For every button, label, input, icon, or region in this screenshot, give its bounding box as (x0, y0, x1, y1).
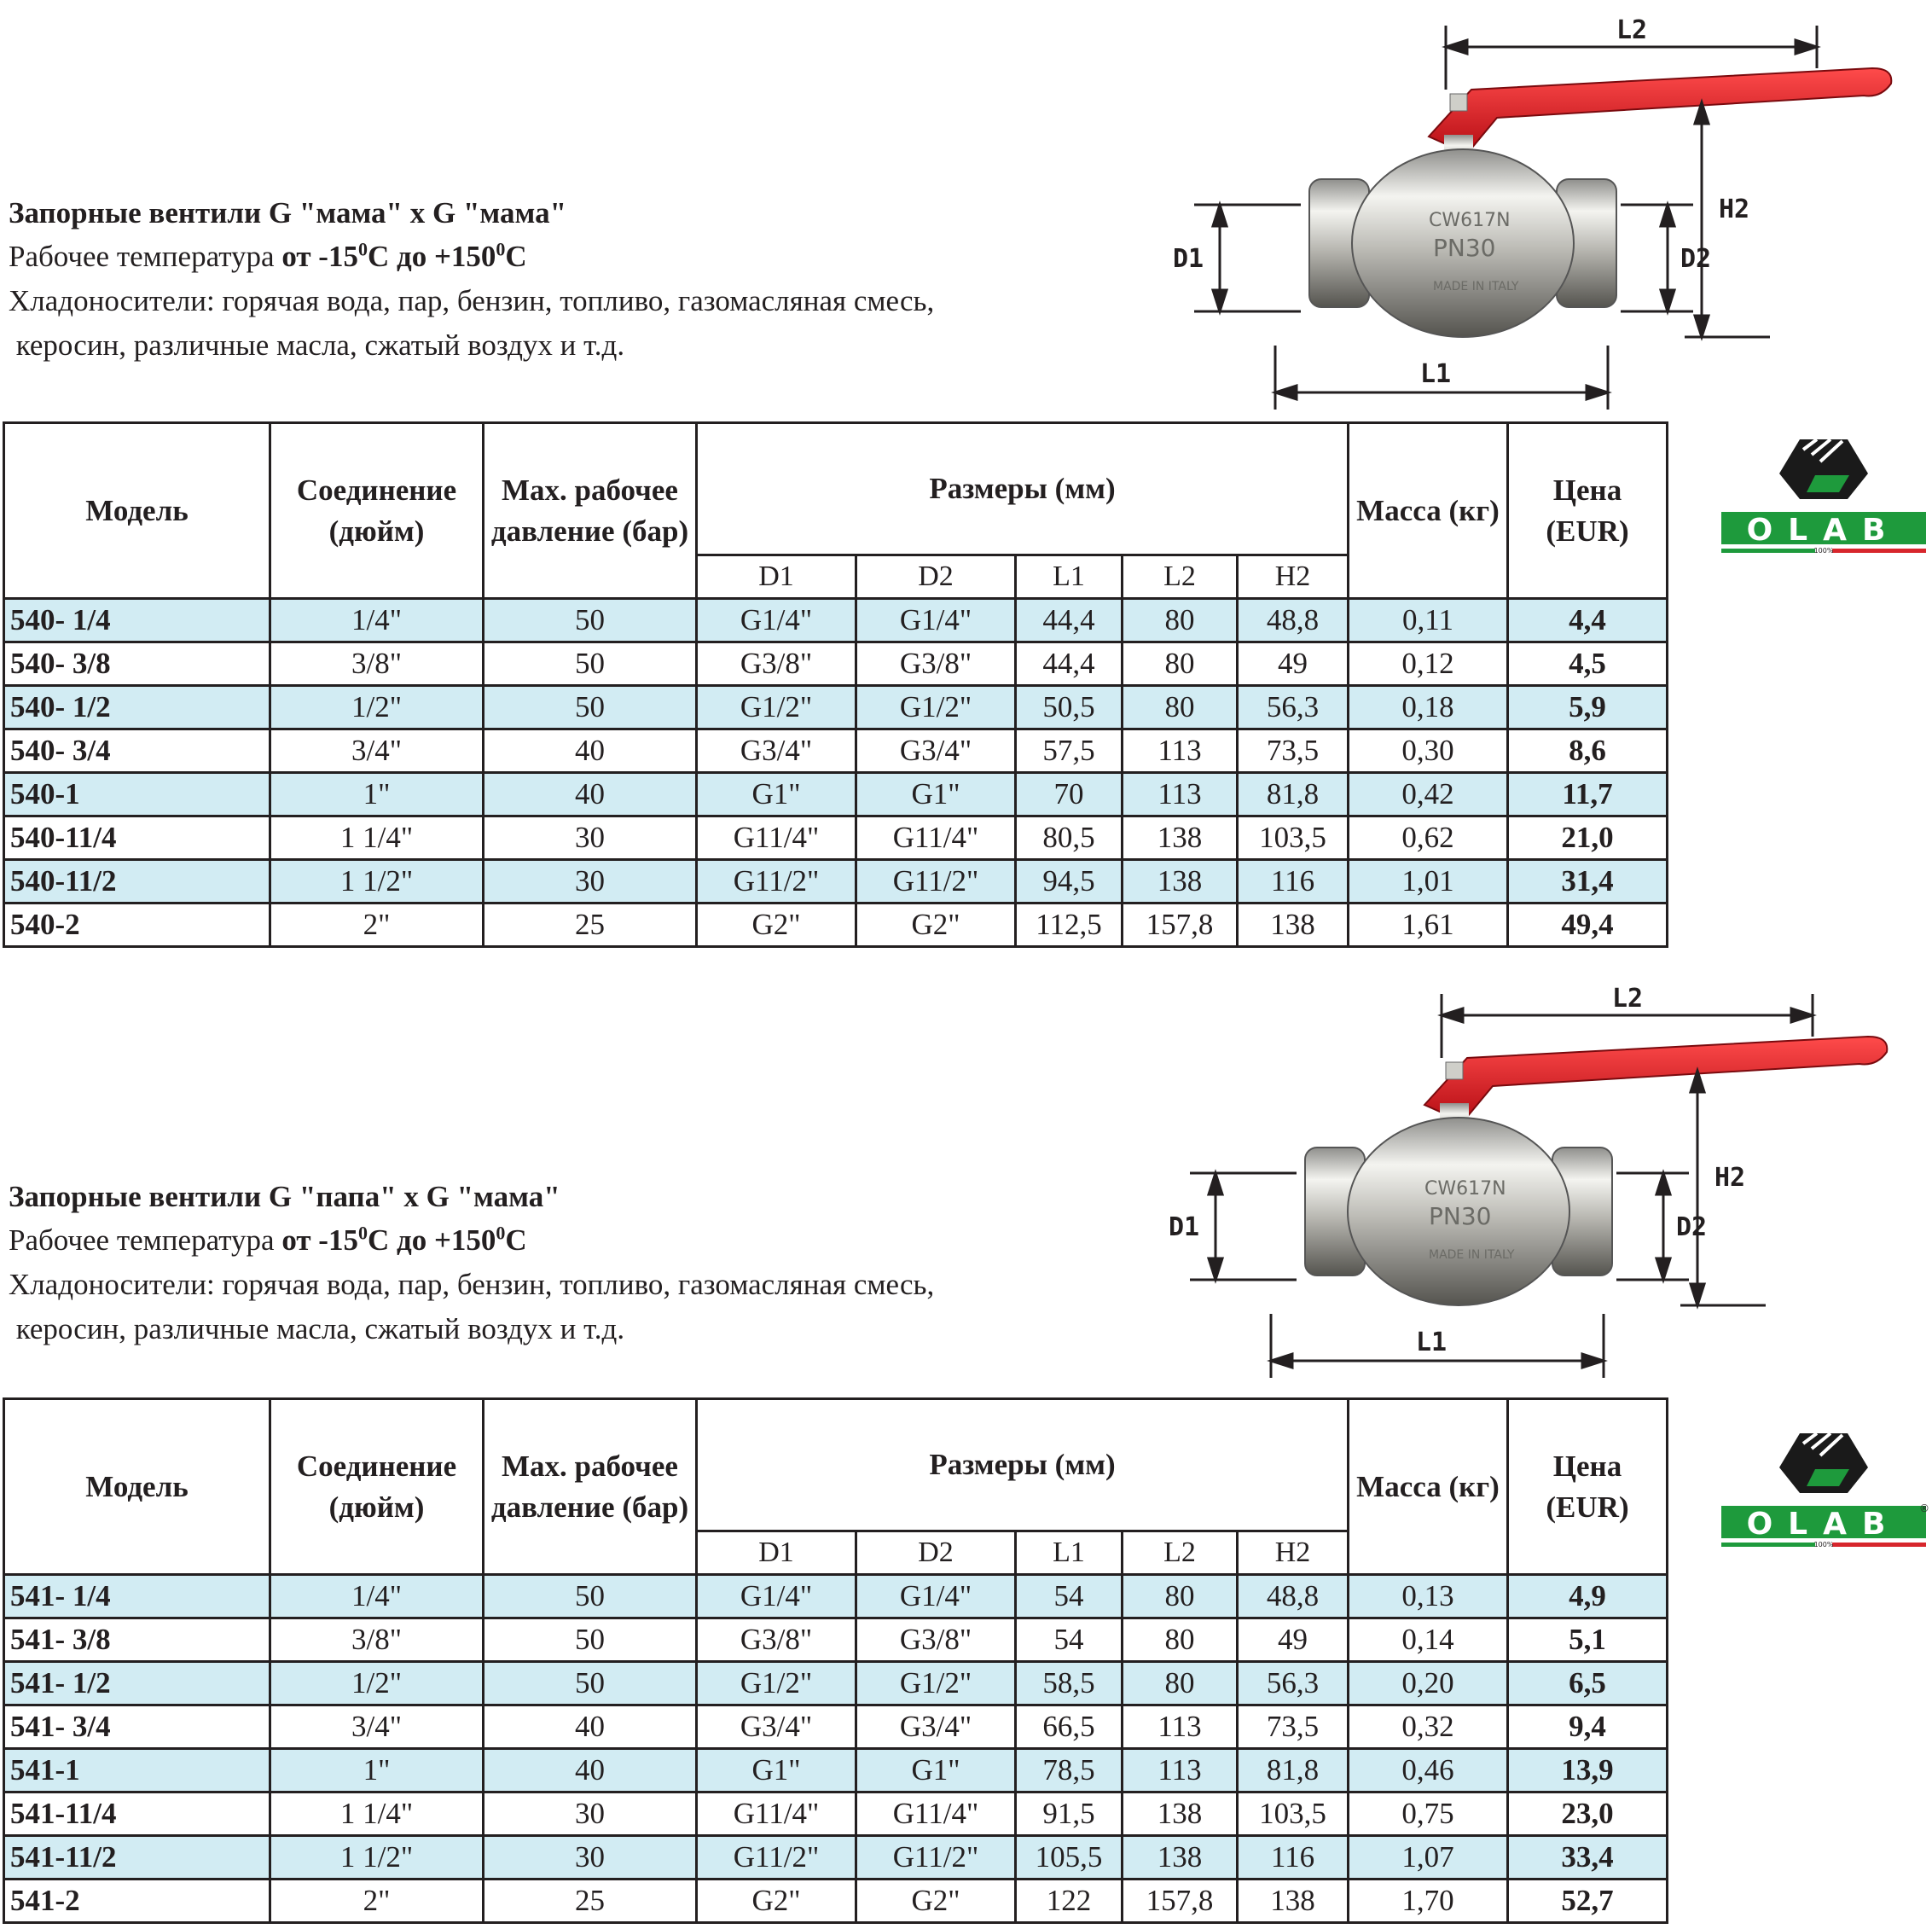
table-row (4, 1880, 1668, 1923)
cell-price: 5,9 (1508, 686, 1668, 729)
section-description (9, 192, 934, 368)
cell-d1: G11/2" (697, 1836, 856, 1880)
cell-h2: 48,8 (1238, 599, 1349, 642)
cell-pressure: 50 (484, 642, 697, 686)
cell-model: 540-11/2 (4, 860, 270, 903)
cell-pressure: 30 (484, 860, 697, 903)
cell-connection: 1 1/2" (270, 860, 484, 903)
cell-model: 540- 3/4 (4, 729, 270, 773)
cell-l2: 138 (1123, 860, 1238, 903)
temperature-line (9, 235, 934, 279)
cell-connection: 1 1/4" (270, 1792, 484, 1836)
temperature-label: Рабочее температура (9, 1223, 282, 1257)
cell-l1: 112,5 (1016, 903, 1123, 947)
cell-model: 540-11/4 (4, 816, 270, 860)
cell-mass: 0,62 (1349, 816, 1508, 860)
cell-model: 540- 3/8 (4, 642, 270, 686)
cell-d2: G1" (856, 773, 1016, 816)
table-row (4, 642, 1668, 686)
cell-price: 13,9 (1508, 1749, 1668, 1792)
cell-d2: G3/8" (856, 642, 1016, 686)
section-description (9, 1176, 934, 1351)
dim-label-h2: H2 (1719, 195, 1750, 224)
cell-d2: G3/4" (856, 1705, 1016, 1749)
cell-model: 541-2 (4, 1880, 270, 1923)
cell-price: 4,5 (1508, 642, 1668, 686)
header-l1: L1 (1016, 555, 1123, 599)
header-mass: Масса (кг) (1349, 423, 1508, 599)
cell-h2: 81,8 (1238, 773, 1349, 816)
cell-connection: 1 1/2" (270, 1836, 484, 1880)
degree-mark: 0 (496, 238, 506, 260)
cell-h2: 138 (1238, 1880, 1349, 1923)
olab-logo (1721, 1425, 1929, 1561)
header-model: Модель (4, 1399, 270, 1575)
table-row (4, 1662, 1668, 1705)
cell-l2: 113 (1123, 1705, 1238, 1749)
temperature-line (9, 1218, 934, 1263)
cell-d1: G3/8" (697, 1618, 856, 1662)
lever-handle (1424, 1037, 1887, 1122)
logo-subtext: 100% (1813, 1541, 1834, 1548)
cell-pressure: 50 (484, 1618, 697, 1662)
cell-d1: G2" (697, 1880, 856, 1923)
cell-l2: 138 (1123, 816, 1238, 860)
cell-mass: 1,07 (1349, 1836, 1508, 1880)
cell-h2: 73,5 (1238, 729, 1349, 773)
cell-d2: G1/4" (856, 599, 1016, 642)
cell-price: 6,5 (1508, 1662, 1668, 1705)
dim-label-l2: L2 (1612, 984, 1644, 1014)
cell-h2: 49 (1238, 642, 1349, 686)
table-row (4, 1836, 1668, 1880)
degree-mark: 0 (357, 1222, 368, 1244)
cell-pressure: 30 (484, 1792, 697, 1836)
cell-model: 541- 3/8 (4, 1618, 270, 1662)
cell-mass: 1,61 (1349, 903, 1508, 947)
temp-from: от -15 (281, 240, 358, 273)
header-mass: Масса (кг) (1349, 1399, 1508, 1575)
header-d1: D1 (697, 555, 856, 599)
cell-l2: 113 (1123, 1749, 1238, 1792)
cell-d1: G1" (697, 773, 856, 816)
fluids-line: Хладоносители: горячая вода, пар, бензин, топливо, газомасляная смесь, (9, 284, 935, 317)
body-mark-material: CW617N (1424, 1178, 1506, 1200)
cell-model: 541- 3/4 (4, 1705, 270, 1749)
cell-mass: 0,18 (1349, 686, 1508, 729)
cell-d2: G2" (856, 1880, 1016, 1923)
cell-d1: G1" (697, 1749, 856, 1792)
fluids-line-cont: керосин, различные масла, сжатый воздух и т.д. (9, 328, 625, 362)
cell-l2: 113 (1123, 773, 1238, 816)
cell-l2: 138 (1123, 1792, 1238, 1836)
cell-mass: 0,30 (1349, 729, 1508, 773)
cell-model: 540- 1/2 (4, 686, 270, 729)
cell-pressure: 30 (484, 816, 697, 860)
cell-h2: 81,8 (1238, 1749, 1349, 1792)
header-l1: L1 (1016, 1531, 1123, 1575)
temp-from: от -15 (281, 1223, 358, 1257)
temperature-range (281, 1223, 526, 1257)
cell-connection: 1/2" (270, 686, 484, 729)
table-row (4, 903, 1668, 947)
table-row (4, 1705, 1668, 1749)
cell-l1: 66,5 (1016, 1705, 1123, 1749)
cell-mass: 1,01 (1349, 860, 1508, 903)
dim-label-d1: D1 (1169, 1212, 1200, 1242)
spec-table-body (4, 1575, 1668, 1923)
cell-d1: G11/4" (697, 1792, 856, 1836)
header-price: Цена (EUR) (1508, 1399, 1668, 1575)
cell-d1: G3/8" (697, 642, 856, 686)
cell-d2: G3/4" (856, 729, 1016, 773)
cell-h2: 103,5 (1238, 1792, 1349, 1836)
cell-l1: 70 (1016, 773, 1123, 816)
body-mark-origin: MADE IN ITALY (1429, 1248, 1515, 1262)
cell-l2: 113 (1123, 729, 1238, 773)
section-title: Запорные вентили G "папа" x G "мама" (9, 1180, 560, 1213)
cell-d2: G1/2" (856, 686, 1016, 729)
cell-mass: 0,42 (1349, 773, 1508, 816)
cell-connection: 3/4" (270, 1705, 484, 1749)
cell-d2: G11/2" (856, 860, 1016, 903)
cell-d1: G2" (697, 903, 856, 947)
cell-price: 49,4 (1508, 903, 1668, 947)
cell-price: 33,4 (1508, 1836, 1668, 1880)
cell-h2: 103,5 (1238, 816, 1349, 860)
dim-label-l1: L1 (1416, 1328, 1448, 1357)
cell-mass: 0,32 (1349, 1705, 1508, 1749)
cell-price: 9,4 (1508, 1705, 1668, 1749)
cell-d1: G3/4" (697, 729, 856, 773)
cell-mass: 1,70 (1349, 1880, 1508, 1923)
cell-model: 541-1 (4, 1749, 270, 1792)
table-row (4, 686, 1668, 729)
cell-mass: 0,14 (1349, 1618, 1508, 1662)
cell-l2: 80 (1123, 599, 1238, 642)
cell-mass: 0,20 (1349, 1662, 1508, 1705)
cell-connection: 2" (270, 1880, 484, 1923)
cell-model: 540-2 (4, 903, 270, 947)
section-title: Запорные вентили G "мама" x G "мама" (9, 196, 567, 230)
cell-pressure: 40 (484, 729, 697, 773)
cell-price: 31,4 (1508, 860, 1668, 903)
cell-d2: G1/2" (856, 1662, 1016, 1705)
header-price: Цена (EUR) (1508, 423, 1668, 599)
cell-l2: 80 (1123, 1618, 1238, 1662)
header-h2: H2 (1238, 555, 1349, 599)
header-dimensions: Размеры (мм) (697, 1399, 1349, 1531)
cell-l1: 44,4 (1016, 599, 1123, 642)
cell-l1: 54 (1016, 1618, 1123, 1662)
olab-logo (1721, 431, 1926, 567)
cell-l1: 44,4 (1016, 642, 1123, 686)
body-mark-material: CW617N (1429, 210, 1511, 231)
logo-subtext: 100% (1813, 547, 1834, 555)
cell-d2: G2" (856, 903, 1016, 947)
cell-l2: 80 (1123, 1662, 1238, 1705)
cell-l2: 80 (1123, 686, 1238, 729)
cell-model: 541- 1/2 (4, 1662, 270, 1705)
cell-connection: 1/2" (270, 1662, 484, 1705)
cell-l1: 91,5 (1016, 1792, 1123, 1836)
dim-label-h2: H2 (1714, 1163, 1746, 1193)
cell-price: 5,1 (1508, 1618, 1668, 1662)
cell-pressure: 50 (484, 599, 697, 642)
cell-l1: 80,5 (1016, 816, 1123, 860)
cell-connection: 1/4" (270, 599, 484, 642)
cell-d2: G1" (856, 1749, 1016, 1792)
cell-d1: G1/4" (697, 1575, 856, 1618)
cell-connection: 3/8" (270, 1618, 484, 1662)
logo-registered-mark: ® (1919, 1502, 1929, 1514)
degree-mark: 0 (357, 238, 368, 260)
cell-l2: 138 (1123, 1836, 1238, 1880)
header-connection: Соединение (дюйм) (270, 423, 484, 599)
body-mark-pressure: PN30 (1433, 234, 1496, 262)
cell-d2: G11/2" (856, 1836, 1016, 1880)
stem-nut (1450, 94, 1467, 111)
spec-table (3, 421, 1668, 948)
table-row (4, 816, 1668, 860)
cell-connection: 1/4" (270, 1575, 484, 1618)
cell-h2: 48,8 (1238, 1575, 1349, 1618)
spec-table (3, 1397, 1668, 1924)
cell-h2: 56,3 (1238, 1662, 1349, 1705)
cell-d2: G1/4" (856, 1575, 1016, 1618)
cell-pressure: 25 (484, 903, 697, 947)
spec-table-body (4, 599, 1668, 947)
dim-label-d1: D1 (1173, 244, 1204, 274)
logo-text: OLAB (1746, 513, 1901, 548)
cell-h2: 116 (1238, 860, 1349, 903)
fluids-line-cont: керосин, различные масла, сжатый воздух и т.д. (9, 1312, 625, 1345)
header-d2: D2 (856, 1531, 1016, 1575)
cell-price: 4,4 (1508, 599, 1668, 642)
cell-d2: G11/4" (856, 816, 1016, 860)
cell-price: 21,0 (1508, 816, 1668, 860)
header-h2: H2 (1238, 1531, 1349, 1575)
cell-model: 540- 1/4 (4, 599, 270, 642)
temperature-range (281, 240, 526, 273)
cell-model: 541-11/4 (4, 1792, 270, 1836)
table-row (4, 1618, 1668, 1662)
cell-pressure: 50 (484, 1662, 697, 1705)
cell-d1: G1/2" (697, 686, 856, 729)
cell-price: 11,7 (1508, 773, 1668, 816)
header-pressure: Max. рабочее давление (бар) (484, 423, 697, 599)
cell-price: 4,9 (1508, 1575, 1668, 1618)
cell-d1: G11/2" (697, 860, 856, 903)
temp-unit: C (505, 1223, 527, 1257)
dim-label-l2: L2 (1616, 15, 1648, 45)
cell-pressure: 40 (484, 1705, 697, 1749)
cell-model: 541-11/2 (4, 1836, 270, 1880)
body-mark-pressure: PN30 (1429, 1202, 1492, 1230)
header-pressure: Max. рабочее давление (бар) (484, 1399, 697, 1575)
cell-connection: 3/8" (270, 642, 484, 686)
cell-pressure: 50 (484, 1575, 697, 1618)
cell-l1: 54 (1016, 1575, 1123, 1618)
lever-handle (1429, 68, 1891, 154)
cell-l1: 58,5 (1016, 1662, 1123, 1705)
header-model: Модель (4, 423, 270, 599)
header-l2: L2 (1123, 555, 1238, 599)
header-d2: D2 (856, 555, 1016, 599)
cell-l1: 78,5 (1016, 1749, 1123, 1792)
table-row (4, 729, 1668, 773)
header-d1: D1 (697, 1531, 856, 1575)
cell-h2: 56,3 (1238, 686, 1349, 729)
cell-price: 52,7 (1508, 1880, 1668, 1923)
header-l2: L2 (1123, 1531, 1238, 1575)
cell-mass: 0,11 (1349, 599, 1508, 642)
table-row (4, 860, 1668, 903)
logo-text: OLAB (1746, 1507, 1901, 1542)
cell-model: 540-1 (4, 773, 270, 816)
table-row (4, 773, 1668, 816)
cell-l2: 157,8 (1123, 903, 1238, 947)
cell-d1: G1/4" (697, 599, 856, 642)
cell-connection: 1" (270, 1749, 484, 1792)
cell-h2: 73,5 (1238, 1705, 1349, 1749)
temp-to: C до +150 (367, 1223, 496, 1257)
cell-l1: 122 (1016, 1880, 1123, 1923)
header-dimensions: Размеры (мм) (697, 423, 1349, 555)
cell-connection: 1 1/4" (270, 816, 484, 860)
temp-to: C до +150 (367, 240, 496, 273)
header-connection: Соединение (дюйм) (270, 1399, 484, 1575)
temperature-label: Рабочее температура (9, 240, 282, 273)
cell-mass: 0,13 (1349, 1575, 1508, 1618)
cell-l1: 94,5 (1016, 860, 1123, 903)
temp-unit: C (505, 240, 527, 273)
cell-d2: G3/8" (856, 1618, 1016, 1662)
dim-label-d2: D2 (1680, 244, 1712, 274)
cell-l2: 80 (1123, 1575, 1238, 1618)
cell-h2: 49 (1238, 1618, 1349, 1662)
cell-l1: 57,5 (1016, 729, 1123, 773)
cell-mass: 0,46 (1349, 1749, 1508, 1792)
stem-nut (1446, 1062, 1463, 1079)
cell-mass: 0,12 (1349, 642, 1508, 686)
cell-d1: G3/4" (697, 1705, 856, 1749)
cell-l2: 157,8 (1123, 1880, 1238, 1923)
cell-connection: 1" (270, 773, 484, 816)
body-mark-origin: MADE IN ITALY (1433, 280, 1519, 293)
cell-price: 23,0 (1508, 1792, 1668, 1836)
cell-h2: 138 (1238, 903, 1349, 947)
table-row (4, 1575, 1668, 1618)
dim-label-l1: L1 (1420, 359, 1452, 389)
cell-l2: 80 (1123, 642, 1238, 686)
cell-l1: 105,5 (1016, 1836, 1123, 1880)
cell-d1: G11/4" (697, 816, 856, 860)
cell-pressure: 40 (484, 773, 697, 816)
cell-pressure: 25 (484, 1880, 697, 1923)
valve-dimension-diagram (1173, 9, 1923, 418)
fluids-line: Хладоносители: горячая вода, пар, бензин, топливо, газомасляная смесь, (9, 1268, 935, 1301)
cell-connection: 3/4" (270, 729, 484, 773)
cell-connection: 2" (270, 903, 484, 947)
cell-pressure: 40 (484, 1749, 697, 1792)
cell-mass: 0,75 (1349, 1792, 1508, 1836)
cell-pressure: 30 (484, 1836, 697, 1880)
cell-h2: 116 (1238, 1836, 1349, 1880)
cell-model: 541- 1/4 (4, 1575, 270, 1618)
cell-price: 8,6 (1508, 729, 1668, 773)
cell-l1: 50,5 (1016, 686, 1123, 729)
table-row (4, 599, 1668, 642)
valve-dimension-diagram (1169, 977, 1919, 1386)
table-row (4, 1792, 1668, 1836)
cell-pressure: 50 (484, 686, 697, 729)
cell-d2: G11/4" (856, 1792, 1016, 1836)
dim-label-d2: D2 (1676, 1212, 1708, 1242)
table-row (4, 1749, 1668, 1792)
degree-mark: 0 (496, 1222, 506, 1244)
cell-d1: G1/2" (697, 1662, 856, 1705)
